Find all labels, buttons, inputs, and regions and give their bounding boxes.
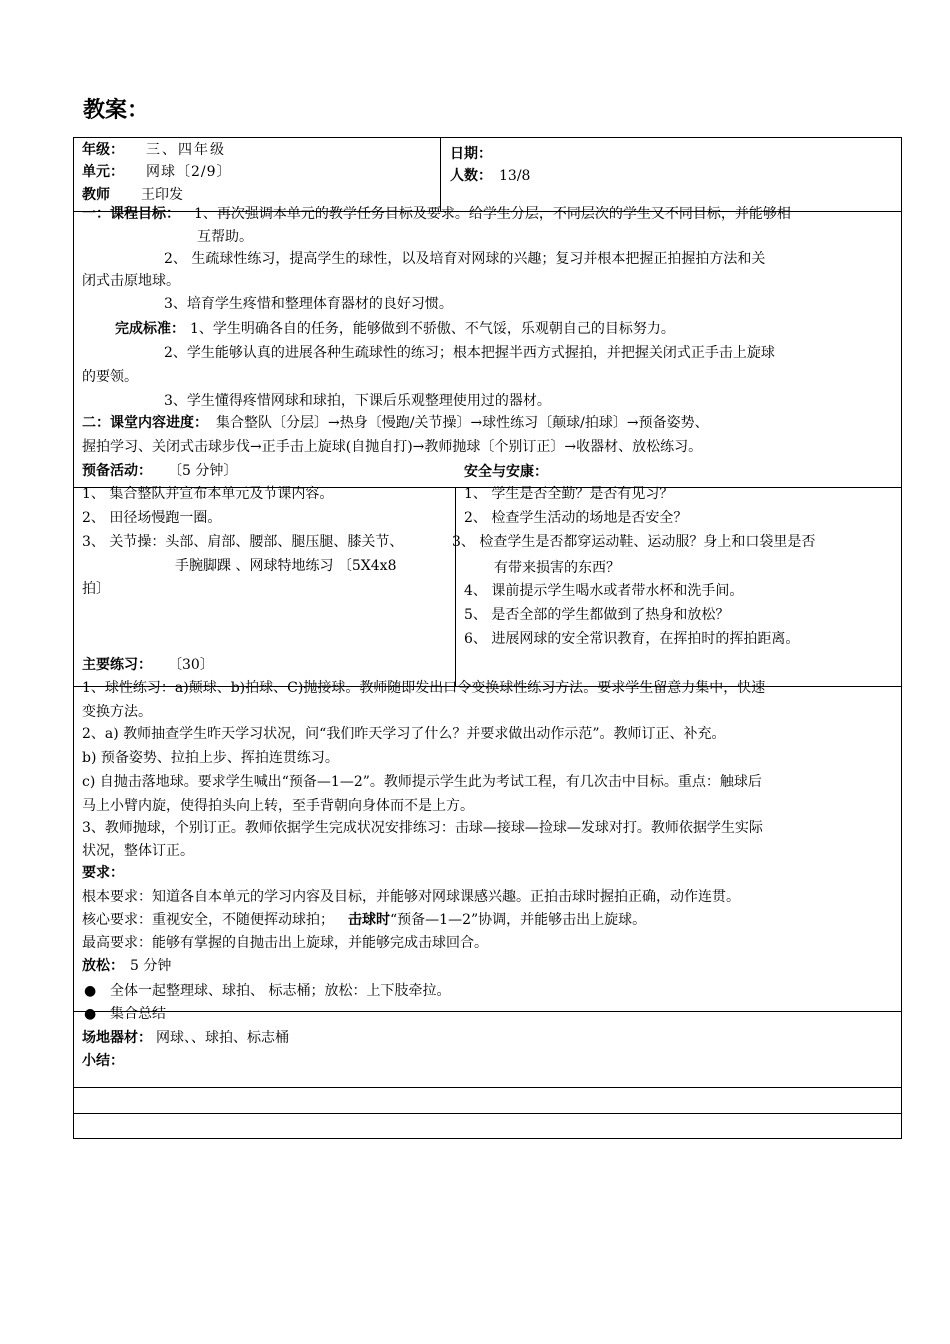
safety-item: 5、 是否全部的学生都做到了热身和放松？ [464,607,730,623]
objectives-label: 一：课程目标： [82,206,180,222]
grade-label: 年级： [82,142,124,158]
progress-line-1: 集合整队〔分层〕→热身〔慢跑/关节操〕→球性练习〔颠球/拍球〕→预备姿势、 [216,415,709,431]
main-line: 马上小臂内旋，使得拍头向上转，至手背朝向身体而不是上方。 [82,798,474,814]
equipment-value: 网球、、球拍、标志桶 [156,1030,289,1046]
standard-3: 3、学生懂得疼惜网球和球拍，下课后乐观整理使用过的器材。 [164,393,551,409]
main-label: 主要练习： [82,657,152,673]
objective-2: 2、 生疏球性练习，提高学生的球性，以及培育对网球的兴趣；复习并根本把握正拍握拍方法和关 [164,251,766,267]
relax-time: 5 分钟 [130,958,172,974]
equipment-label: 场地器材： [82,1030,152,1046]
progress-line-2: 握拍学习、关闭式击球步伐→正手击上旋球(自抛自打)→教师抛球〔个别订正〕→收器材、放松练习。 [82,439,703,455]
bullet-icon: ● [84,983,97,999]
warmup-item: 2、 田径场慢跑一圈。 [82,510,222,526]
warmup-item-cont: 手腕脚踝 、网球特地练习 〔5X4x8 [175,558,397,574]
safety-item: 3、 检查学生是否都穿运动鞋、运动服？身上和口袋里是否 [452,534,816,550]
summary-label: 小结： [82,1053,124,1069]
safety-item-cont: 有带来损害的东西？ [494,560,620,576]
standard-1: 1、学生明确各自的任务，能够做到不骄傲、不气馁，乐观朝自己的目标努力。 [190,321,675,337]
main-line: 3、教师抛球，个别订正。教师依据学生完成状况安排练习：击球—接球—捡球—发球对打。教师依据学生实际 [82,820,763,836]
objective-1-cont: 互帮助。 [197,229,253,245]
count-value: 13/8 [499,168,531,184]
relax-label: 放松： [82,958,124,974]
main-line: 2、a) 教师抽查学生昨天学习状况，问“我们昨天学习了什么？并要求做出动作示范”。教师订正、补充。 [82,726,726,742]
requirement-highest: 最高要求：能够有掌握的自抛击出上旋球，并能够完成击球回合。 [82,935,488,951]
requirements-label: 要求： [82,865,124,881]
safety-item: 4、 课前提示学生喝水或者带水杯和洗手间。 [464,583,744,599]
main-time: 〔30〕 [168,657,214,673]
warmup-item: 3、 关节操：头部、肩部、腰部、腿压腿、膝关节、 [82,534,404,550]
warmup-item-cont: 拍〕 [82,581,110,597]
teacher-label: 教师 [82,187,110,203]
teacher-value: 王印发 [141,187,183,203]
standard-label: 完成标准： [115,321,185,337]
objective-1: 1、再次强调本单元的教学任务目标及要求。给学生分层，不同层次的学生又不同目标，并能够相 [194,206,791,222]
safety-item: 1、 学生是否全勤？是否有见习？ [464,486,674,502]
count-label: 人数： [450,168,492,184]
warmup-item: 1、 集合整队并宣布本单元及节课内容。 [82,486,334,502]
safety-item: 2、 检查学生活动的场地是否安全？ [464,510,688,526]
main-line: c) 自抛击落地球。要求学生喊出“预备—1—2”。教师提示学生此为考试工程，有几次击中目标。重点：触球后 [82,774,762,790]
warmup-time: 〔5 分钟〕 [168,463,238,479]
relax-item: 全体一起整理球、球拍、 标志桶；放松：上下肢牵拉。 [110,983,451,999]
main-line: 状况，整体订正。 [82,843,194,859]
requirement-basic: 根本要求：知道各自本单元的学习内容及目标，并能够对网球课感兴趣。正拍击球时握拍正确，动作连贯。 [82,889,740,905]
objective-2-cont: 闭式击原地球。 [82,273,180,289]
requirement-core: 核心要求：重视安全，不随便挥动球拍； 击球时“预备—1—2”协调，并能够击出上旋球。 [82,912,647,928]
relax-item: 集合总结 [110,1006,166,1022]
date-label: 日期： [450,146,492,162]
main-line: 变换方法。 [82,704,152,720]
main-line: 1、球性练习：a)颠球、b)拍球、C)抛接球。教师随即发出口令变换球性练习方法。要求学生留意力集中，快速 [82,680,766,696]
unit-label: 单元： [82,164,124,180]
main-line: b) 预备姿势、拉拍上步、挥拍连贯练习。 [82,750,339,766]
standard-2-cont: 的要领。 [82,369,138,385]
safety-item: 6、 进展网球的安全常识教育，在挥拍时的挥拍距离。 [464,631,800,647]
warmup-label: 预备活动： [82,463,152,479]
grade-value: 三、四年级 [146,142,226,158]
progress-label: 二：课堂内容进度： [82,415,208,431]
standard-2: 2、学生能够认真的进展各种生疏球性的练习；根本把握半西方式握拍，并把握关闭式正手击上旋球 [164,345,775,361]
safety-label: 安全与安康： [464,464,548,480]
unit-value: 网球〔2/9〕 [146,164,232,180]
objective-3: 3、培育学生疼惜和整理体育器材的良好习惯。 [164,296,453,312]
bullet-icon: ● [84,1006,97,1022]
page-title: 教案： [83,97,150,123]
